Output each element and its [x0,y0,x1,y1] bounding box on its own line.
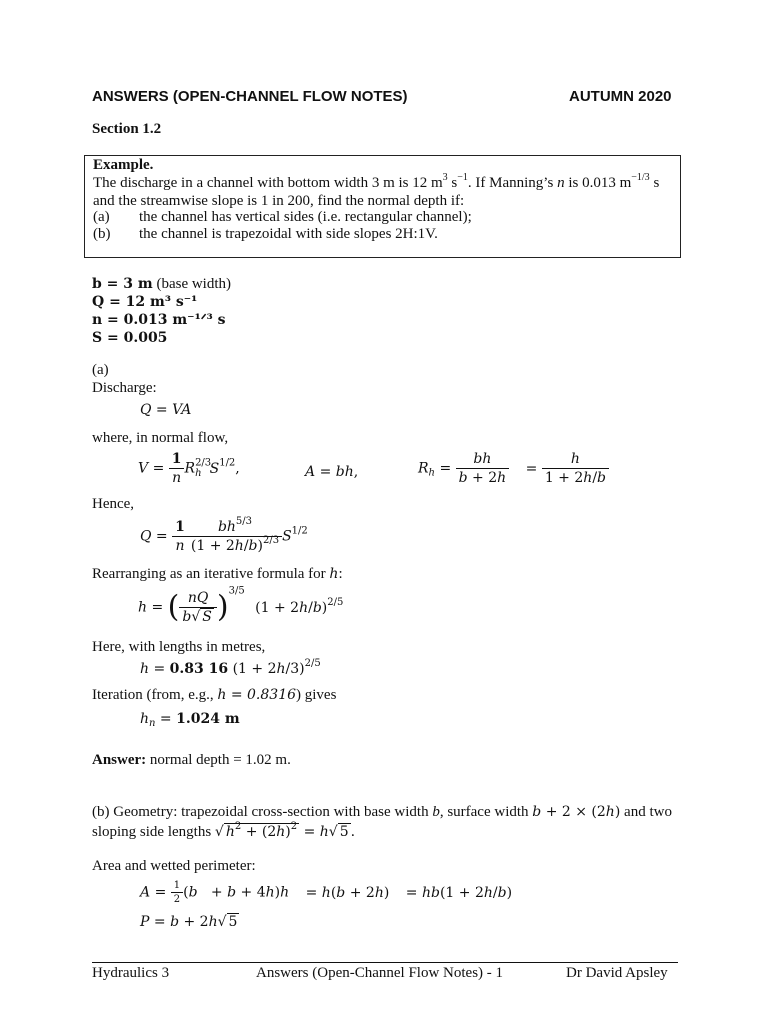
iteration-text: Iteration (from, e.g., h = 0.8316) gives [92,687,337,703]
document-term: AUTUMN 2020 [569,88,672,105]
footer-page-title: Answers (Open-Channel Flow Notes) - 1 [256,965,504,981]
discharge-equation: Q = VA [140,402,192,418]
part-a-label: (a) [92,362,109,378]
footer-course: Hydraulics 3 [92,965,170,981]
footer-rule [92,962,678,963]
wetted-perimeter-equation: P = b + 2h√ 5 [140,914,238,930]
trapezoid-area-equation: A = $\frac{1}{2}$ (b + b + 4h)h = h(b + 2h) = hb(1 + 2h/b) [140,880,513,905]
example-item-b-label: (b) [93,226,111,242]
example-item-a-label: (a) [93,209,110,225]
discharge-label: Discharge: [92,380,157,396]
velocity-equation: V = $\frac{1}{n}$ $R^{2/3}_h$ $S^{1/2}$, [138,451,240,486]
normal-depth-result: $h_n = 1.024$ m [140,711,240,729]
numeric-iteration-formula: h = 0.83 16 $(1 + 2h/3)^{2/5}$ [140,658,321,677]
section-heading: Section 1.2 [92,121,162,137]
example-line-2: and the streamwise slope is 1 in 200, find the normal depth if: [93,193,465,209]
discharge-formula: Q = $\frac{1}{n}$ $\frac{bh^{5/3}}{(1 + 2h/b)^{2/3}}$ $S^{1/2}$ [140,516,308,554]
example-item-b-text: the channel is trapezoidal with side slopes 2H:1V. [139,226,438,242]
example-line-1: The discharge in a channel with bottom width 3 m is 12 $m^3$ $s^{-1}$. If Manning’s n is 0.013 $m^{-1/3}$ s [93,172,660,191]
document-title: ANSWERS (OPEN-CHANNEL FLOW NOTES) [92,88,408,105]
part-b-geometry-line-1: (b) Geometry: trapezoidal cross-section with base width b, surface width b + 2 × (2h) and two [92,804,672,820]
hence-text: Hence, [92,496,135,512]
area-perimeter-heading: Area and wetted perimeter: [92,858,256,874]
answer-a: Answer: normal depth = 1.02 m. [92,752,291,768]
footer-author: Dr David Apsley [566,965,668,981]
given-b: b = 3 m (base width) [92,276,232,292]
example-heading: Example. [93,157,154,173]
where-text: where, in normal flow, [92,430,229,446]
part-b-geometry-line-2: sloping side lengths √ $h^2 + (2h)^2 = h√$ 5 . [92,821,356,840]
given-q: Q = 12 m³ s⁻¹ [92,294,198,310]
iterative-formula: h = ( $\frac{nQ}{b√ S}$ )$^{3/5}$ $(1 + 2h/b)^{2/5}$ [138,585,344,625]
hydraulic-radius-equation: $R_h$ = $\frac{bh}{b + 2h}$ = $\frac{h}{1 + 2h/b}$ [418,451,609,486]
here-text: Here, with lengths in metres, [92,639,266,655]
area-equation: A = bh, [305,464,359,480]
rearranging-text: Rearranging as an iterative formula for h: [92,566,343,582]
given-n: n = 0.013 m⁻¹ᐟ³ s [92,312,226,328]
given-s: S = 0.005 [92,330,168,346]
example-item-a-text: the channel has vertical sides (i.e. rectangular channel); [139,209,472,225]
